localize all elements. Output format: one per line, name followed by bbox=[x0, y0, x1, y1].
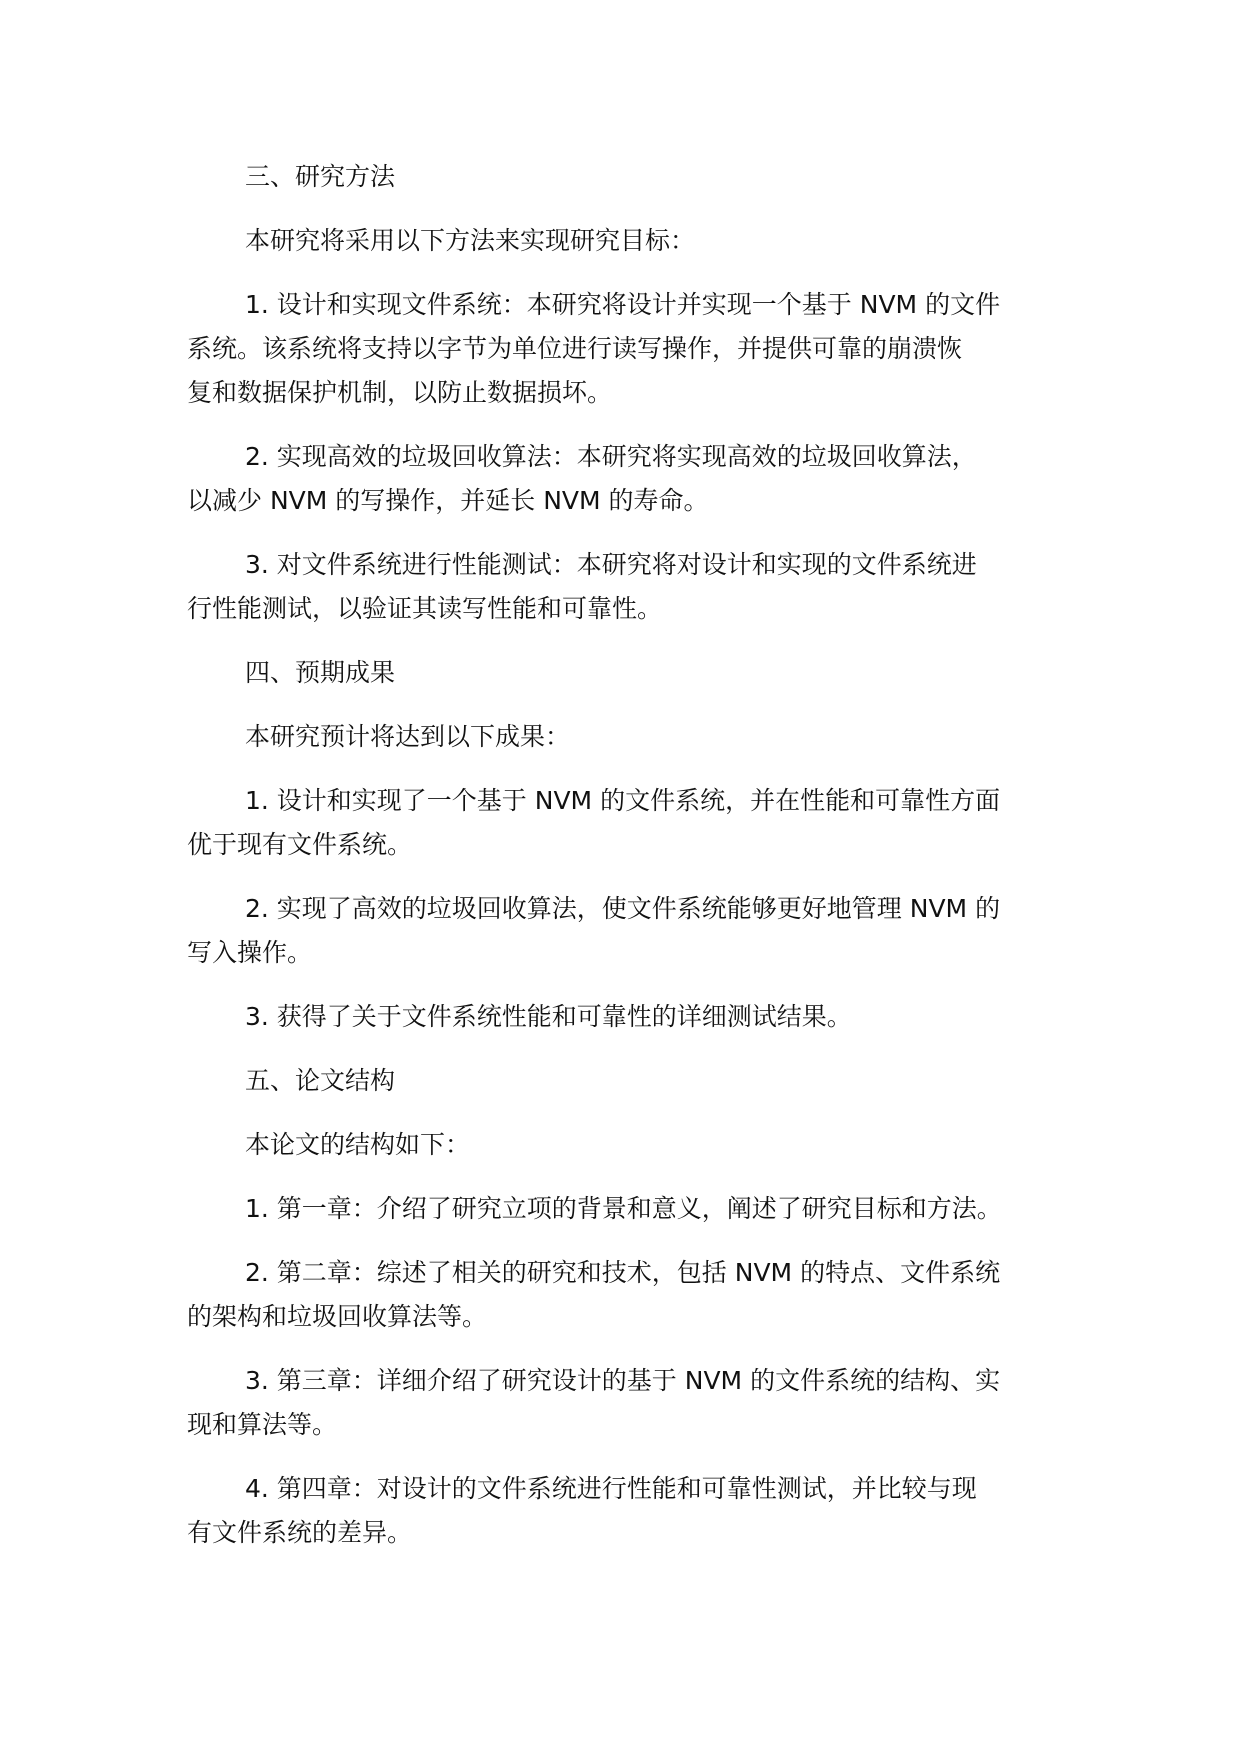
text-line: 复和数据保护机制，以防止数据损坏。 bbox=[187, 378, 613, 407]
text-line: 3. 对文件系统进行性能测试：本研究将对设计和实现的文件系统进 bbox=[245, 550, 977, 579]
text-line: 优于现有文件系统。 bbox=[187, 830, 413, 859]
text-line: 本论文的结构如下： bbox=[245, 1130, 471, 1159]
paragraph-results-intro bbox=[187, 715, 1055, 759]
text-line: 的架构和垃圾回收算法等。 bbox=[187, 1302, 488, 1331]
paragraph-result-3 bbox=[187, 995, 1055, 1039]
paragraph-chapter-2 bbox=[187, 1251, 1055, 1339]
paragraph-chapter-1 bbox=[187, 1187, 1055, 1231]
text-line: 本研究预计将达到以下成果： bbox=[245, 722, 571, 751]
text-line: 1. 第一章：介绍了研究立项的背景和意义，阐述了研究目标和方法。 bbox=[245, 1194, 1002, 1223]
text-line: 2. 实现了高效的垃圾回收算法，使文件系统能够更好地管理 NVM 的 bbox=[245, 894, 1001, 923]
text-line: 系统。该系统将支持以字节为单位进行读写操作，并提供可靠的崩溃恢 bbox=[187, 334, 963, 363]
text-line: 2. 实现高效的垃圾回收算法：本研究将实现高效的垃圾回收算法， bbox=[245, 442, 977, 471]
text-line: 本研究将采用以下方法来实现研究目标： bbox=[245, 226, 696, 255]
text-line: 行性能测试，以验证其读写性能和可靠性。 bbox=[187, 594, 663, 623]
paragraph-result-1 bbox=[187, 779, 1055, 867]
text-line: 3. 获得了关于文件系统性能和可靠性的详细测试结果。 bbox=[245, 1002, 852, 1031]
text-line: 五、论文结构 bbox=[245, 1066, 396, 1095]
paragraph-methods-intro bbox=[187, 219, 1055, 263]
text-line: 1. 设计和实现文件系统：本研究将设计并实现一个基于 NVM 的文件 bbox=[245, 290, 1001, 319]
text-line: 4. 第四章：对设计的文件系统进行性能和可靠性测试，并比较与现 bbox=[245, 1474, 977, 1503]
text-line: 写入操作。 bbox=[187, 938, 313, 967]
text-line: 以减少 NVM 的写操作，并延长 NVM 的寿命。 bbox=[187, 486, 709, 515]
paragraph-chapter-4 bbox=[187, 1467, 1055, 1555]
text-line: 三、研究方法 bbox=[245, 162, 396, 191]
text-line: 有文件系统的差异。 bbox=[187, 1518, 413, 1547]
text-line: 现和算法等。 bbox=[187, 1410, 338, 1439]
section-heading-expected-results bbox=[187, 651, 1055, 695]
paragraph-method-3 bbox=[187, 543, 1055, 631]
section-heading-thesis-structure bbox=[187, 1059, 1055, 1103]
text-line: 四、预期成果 bbox=[245, 658, 396, 687]
text-line: 2. 第二章：综述了相关的研究和技术，包括 NVM 的特点、文件系统 bbox=[245, 1258, 1001, 1287]
paragraph-result-2 bbox=[187, 887, 1055, 975]
document-body bbox=[187, 155, 1055, 1575]
paragraph-chapter-3 bbox=[187, 1359, 1055, 1447]
text-line: 3. 第三章：详细介绍了研究设计的基于 NVM 的文件系统的结构、实 bbox=[245, 1366, 1001, 1395]
text-line: 1. 设计和实现了一个基于 NVM 的文件系统，并在性能和可靠性方面 bbox=[245, 786, 1001, 815]
paragraph-structure-intro bbox=[187, 1123, 1055, 1167]
section-heading-research-methods bbox=[187, 155, 1055, 199]
paragraph-method-2 bbox=[187, 435, 1055, 523]
paragraph-method-1 bbox=[187, 283, 1055, 415]
